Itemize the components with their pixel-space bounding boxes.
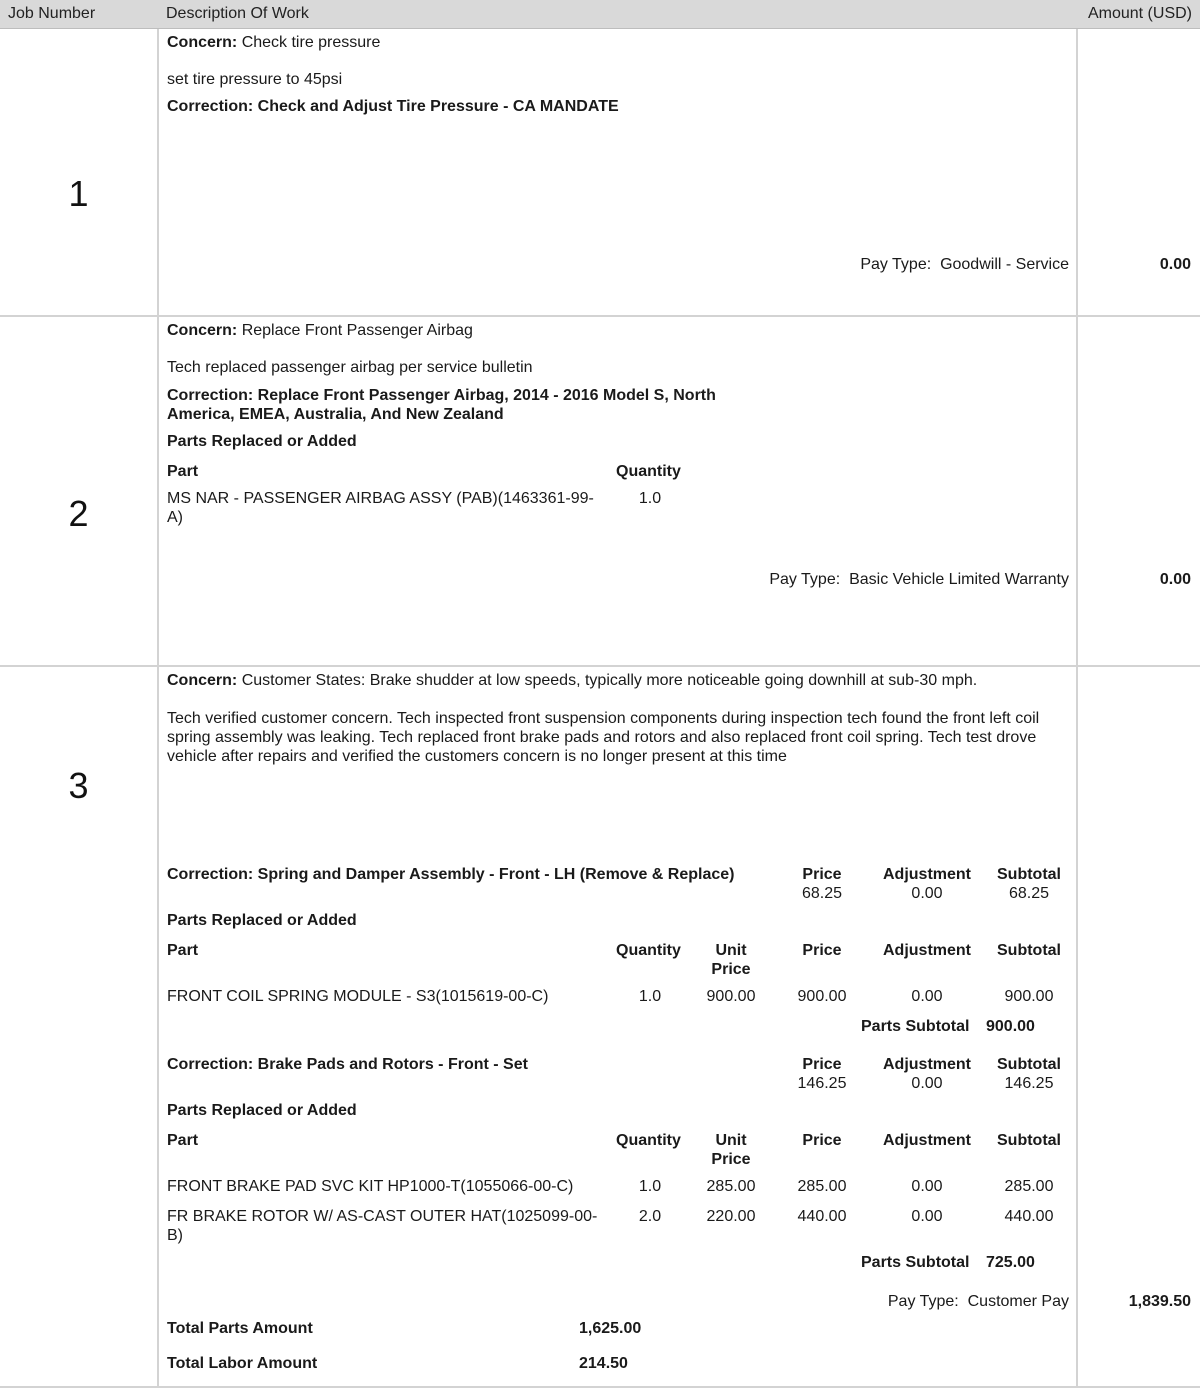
part-unit-price: 220.00	[706, 1208, 756, 1225]
job-row-2	[0, 317, 1200, 667]
quantity-column-header: Quantity	[616, 1132, 681, 1149]
price-column-header: Price	[802, 942, 842, 959]
labor-price: 68.25	[801, 885, 843, 902]
concern-line	[167, 671, 977, 690]
column-divider	[157, 667, 159, 1386]
pay-type-value: Goodwill - Service	[940, 256, 1069, 273]
unit-price-column-header: Unit Price	[711, 1132, 751, 1168]
total-labor-value: 214.50	[579, 1355, 628, 1372]
correction-title: Correction: Replace Front Passenger Airbag, 2014 - 2016 Model S, North America, EMEA, Australia, And New Zealand	[167, 387, 716, 423]
labor-adjustment: 0.00	[911, 885, 943, 902]
part-unit-price: 900.00	[706, 988, 756, 1005]
labor-subtotal: 146.25	[1004, 1075, 1054, 1092]
part-subtotal: 440.00	[1004, 1208, 1054, 1225]
concern-label: Concern:	[167, 34, 238, 51]
column-divider	[157, 29, 159, 315]
parts-subtotal-value: 900.00	[986, 1018, 1035, 1035]
adjustment-column-header: Adjustment	[883, 1132, 971, 1149]
header-amount: Amount (USD)	[1087, 5, 1192, 22]
pay-type	[860, 255, 1069, 274]
column-divider	[1076, 29, 1078, 315]
subtotal-column-header: Subtotal	[997, 1132, 1061, 1149]
correction-title: Correction: Brake Pads and Rotors - Front - Set	[167, 1056, 528, 1073]
part-price: 900.00	[797, 988, 847, 1005]
concern-label: Concern:	[167, 322, 238, 339]
part-name: FRONT COIL SPRING MODULE - S3(1015619-00-C)	[167, 988, 549, 1005]
job-number: 2	[68, 493, 89, 534]
pay-type-value: Basic Vehicle Limited Warranty	[849, 571, 1069, 588]
part-quantity: 1.0	[638, 490, 662, 507]
concern-text: Replace Front Passenger Airbag	[241, 322, 473, 339]
parts-subtotal-value: 725.00	[986, 1254, 1035, 1271]
column-divider	[1076, 317, 1078, 665]
concern-text: Check tire pressure	[241, 34, 381, 51]
job-row-1	[0, 29, 1200, 317]
parts-subtotal-label: Parts Subtotal	[861, 1254, 970, 1271]
labor-adjustment: 0.00	[911, 1075, 943, 1092]
total-parts-label: Total Parts Amount	[167, 1320, 313, 1337]
quantity-column-header: Quantity	[616, 942, 681, 959]
labor-subtotal: 68.25	[1008, 885, 1050, 902]
job-amount: 0.00	[1159, 256, 1191, 273]
labor-price-header: Price	[802, 866, 842, 883]
part-price: 285.00	[797, 1178, 847, 1195]
quantity-column-header: Quantity	[616, 463, 681, 480]
part-quantity: 2.0	[638, 1208, 662, 1225]
part-quantity: 1.0	[638, 988, 662, 1005]
concern-label: Concern:	[167, 672, 238, 689]
pay-type-label: Pay Type:	[860, 256, 932, 273]
concern-line	[167, 321, 473, 340]
tech-notes: Tech replaced passenger airbag per service bulletin	[167, 359, 533, 376]
labor-adjustment-header: Adjustment	[883, 866, 971, 883]
part-column-header: Part	[167, 942, 199, 959]
parts-replaced-heading: Parts Replaced or Added	[167, 1102, 357, 1119]
job-amount: 0.00	[1159, 571, 1191, 588]
table-header	[0, 0, 1200, 29]
correction-title: Correction: Spring and Damper Assembly - Front - LH (Remove & Replace)	[167, 866, 735, 883]
part-subtotal: 900.00	[1004, 988, 1054, 1005]
labor-price: 146.25	[797, 1075, 847, 1092]
labor-price-header: Price	[802, 1056, 842, 1073]
part-name: FRONT BRAKE PAD SVC KIT HP1000-T(1055066-00-C)	[167, 1178, 574, 1195]
part-subtotal: 285.00	[1004, 1178, 1054, 1195]
part-adjustment: 0.00	[911, 1208, 943, 1225]
part-adjustment: 0.00	[911, 1178, 943, 1195]
unit-price-column-header: Unit Price	[711, 942, 751, 978]
total-labor-label: Total Labor Amount	[167, 1355, 318, 1372]
pay-type-label: Pay Type:	[769, 571, 841, 588]
subtotal-column-header: Subtotal	[997, 942, 1061, 959]
column-divider	[157, 317, 159, 665]
pay-type-label: Pay Type:	[887, 1293, 959, 1310]
labor-adjustment-header: Adjustment	[883, 1056, 971, 1073]
correction-title: Correction: Check and Adjust Tire Pressure - CA MANDATE	[167, 98, 619, 115]
part-adjustment: 0.00	[911, 988, 943, 1005]
part-name: MS NAR - PASSENGER AIRBAG ASSY (PAB)(1463361-99-A)	[167, 490, 594, 526]
part-unit-price: 285.00	[706, 1178, 756, 1195]
header-description: Description Of Work	[166, 5, 309, 22]
labor-subtotal-header: Subtotal	[997, 866, 1061, 883]
column-divider	[1076, 667, 1078, 1386]
parts-replaced-heading: Parts Replaced or Added	[167, 433, 357, 450]
part-column-header: Part	[167, 463, 199, 480]
header-job-number: Job Number	[8, 5, 96, 22]
pay-type-value: Customer Pay	[967, 1293, 1069, 1310]
job-amount: 1,839.50	[1128, 1293, 1191, 1310]
part-column-header: Part	[167, 1132, 199, 1149]
concern-text: Customer States: Brake shudder at low speeds, typically more noticeable going downhill at sub-30 mph.	[241, 672, 978, 689]
total-parts-value: 1,625.00	[579, 1320, 642, 1337]
job-row-3	[0, 667, 1200, 1388]
part-name: FR BRAKE ROTOR W/ AS-CAST OUTER HAT(1025099-00-B)	[167, 1208, 598, 1244]
tech-notes: set tire pressure to 45psi	[167, 71, 343, 88]
parts-replaced-heading: Parts Replaced or Added	[167, 912, 357, 929]
part-price: 440.00	[797, 1208, 847, 1225]
pay-type	[769, 570, 1069, 589]
part-quantity: 1.0	[638, 1178, 662, 1195]
price-column-header: Price	[802, 1132, 842, 1149]
job-number: 3	[68, 765, 89, 806]
parts-subtotal-label: Parts Subtotal	[861, 1018, 970, 1035]
job-number: 1	[68, 173, 89, 214]
labor-subtotal-header: Subtotal	[997, 1056, 1061, 1073]
pay-type	[888, 1292, 1069, 1311]
tech-notes: Tech verified customer concern. Tech inspected front suspension components during inspection tech found the front left coil spring assembly was leaking. Tech replaced front brake pads and rotors and also replaced front coil spring. Tech test drove vehicle after repairs and verified the customers concern is no longer present at this time	[167, 710, 1040, 765]
adjustment-column-header: Adjustment	[883, 942, 971, 959]
concern-line	[167, 33, 380, 52]
